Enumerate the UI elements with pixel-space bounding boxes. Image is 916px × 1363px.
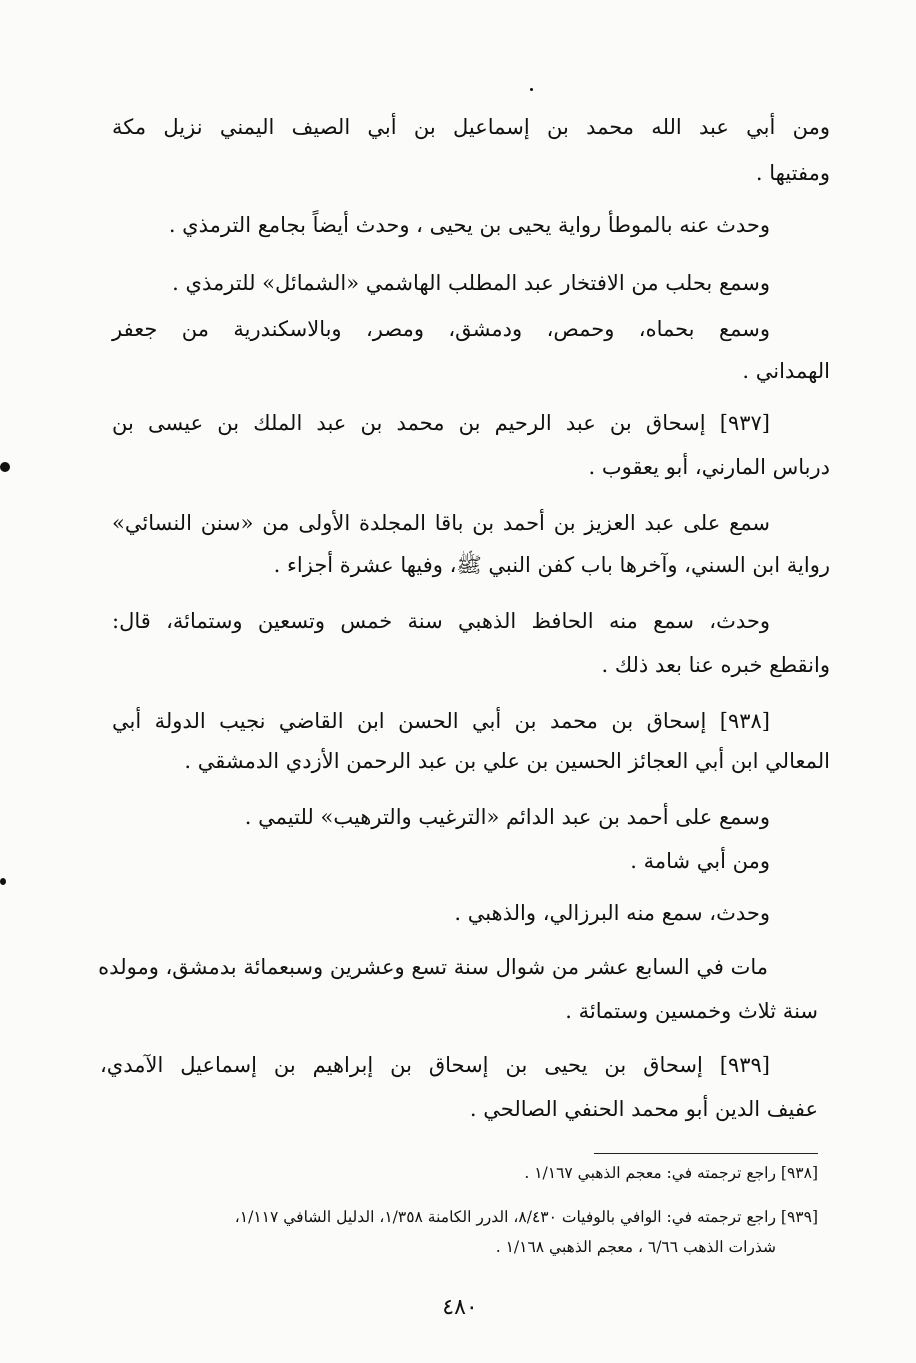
footnote: شذرات الذهب ٦/٦٦ ، معجم الذهبي ١/١٦٨ . xyxy=(495,1238,776,1256)
entry-heading: [٩٣٨] إسحاق بن محمد بن أبي الحسن ابن القاضي نجيب الدولة أبي xyxy=(112,709,770,733)
text-line: ومن أبي عبد الله محمد بن إسماعيل بن أبي الصيف اليمني نزيل مكة xyxy=(112,115,830,139)
text-line: المعالي ابن أبي العجائز الحسين بن علي بن عبد الرحمن الأزدي الدمشقي . xyxy=(184,749,830,773)
text-line: الهمداني . xyxy=(742,359,830,383)
text-line: وسمع بحلب من الافتخار عبد المطلب الهاشمي «الشمائل» للترمذي . xyxy=(172,271,770,295)
text-line: رواية ابن السني، وآخرها باب كفن النبي ﷺ، وفيها عشرة أجزاء . xyxy=(273,553,830,577)
text-line: ومن أبي شامة . xyxy=(630,849,770,873)
page-number: ٤٨٠ xyxy=(442,1295,478,1320)
scan-speck xyxy=(530,88,533,91)
footnote: [٩٣٨] راجع ترجمته في: معجم الذهبي ١/١٦٧ . xyxy=(524,1164,818,1182)
footnote: [٩٣٩] راجع ترجمته في: الوافي بالوفيات ٨/٤٣٠، الدرر الكامنة ١/٣٥٨، الدليل الشافي ١/١١٧، xyxy=(234,1208,818,1226)
entry-heading: [٩٣٧] إسحاق بن عبد الرحيم بن محمد بن عبد الملك بن عيسى بن xyxy=(112,411,770,435)
text-line: مات في السابع عشر من شوال سنة تسع وعشرين وسبعمائة بدمشق، ومولده xyxy=(98,955,768,979)
text-line: ومفتيها . xyxy=(755,161,830,185)
text-line: وانقطع خبره عنا بعد ذلك . xyxy=(601,653,830,677)
text-line: سنة ثلاث وخمسين وستمائة . xyxy=(565,999,818,1023)
text-line: وحدث عنه بالموطأ رواية يحيى بن يحيى ، وحدث أيضاً بجامع الترمذي . xyxy=(168,213,770,237)
entry-heading: [٩٣٩] إسحاق بن يحيى بن إسحاق بن إبراهيم بن إسماعيل الآمدي، xyxy=(100,1053,770,1077)
text-line: وحدث، سمع منه الحافظ الذهبي سنة خمس وتسعين وستمائة، قال: xyxy=(112,609,770,633)
text-line: درباس المارني، أبو يعقوب . xyxy=(588,455,830,479)
text-line: سمع على عبد العزيز بن أحمد بن باقا المجلدة الأولى من «سنن النسائي» xyxy=(112,511,770,535)
footnote-divider xyxy=(594,1153,818,1154)
text-line: وسمع على أحمد بن عبد الدائم «الترغيب والترهيب» للتيمي . xyxy=(244,805,770,829)
text-line: عفيف الدين أبو محمد الحنفي الصالحي . xyxy=(469,1097,818,1121)
text-line: وسمع بحماه، وحمص، ودمشق، ومصر، وبالاسكندرية من جعفر xyxy=(112,317,770,341)
scan-speck xyxy=(0,878,6,885)
scan-speck xyxy=(0,462,10,472)
text-line: وحدث، سمع منه البرزالي، والذهبي . xyxy=(454,901,770,925)
